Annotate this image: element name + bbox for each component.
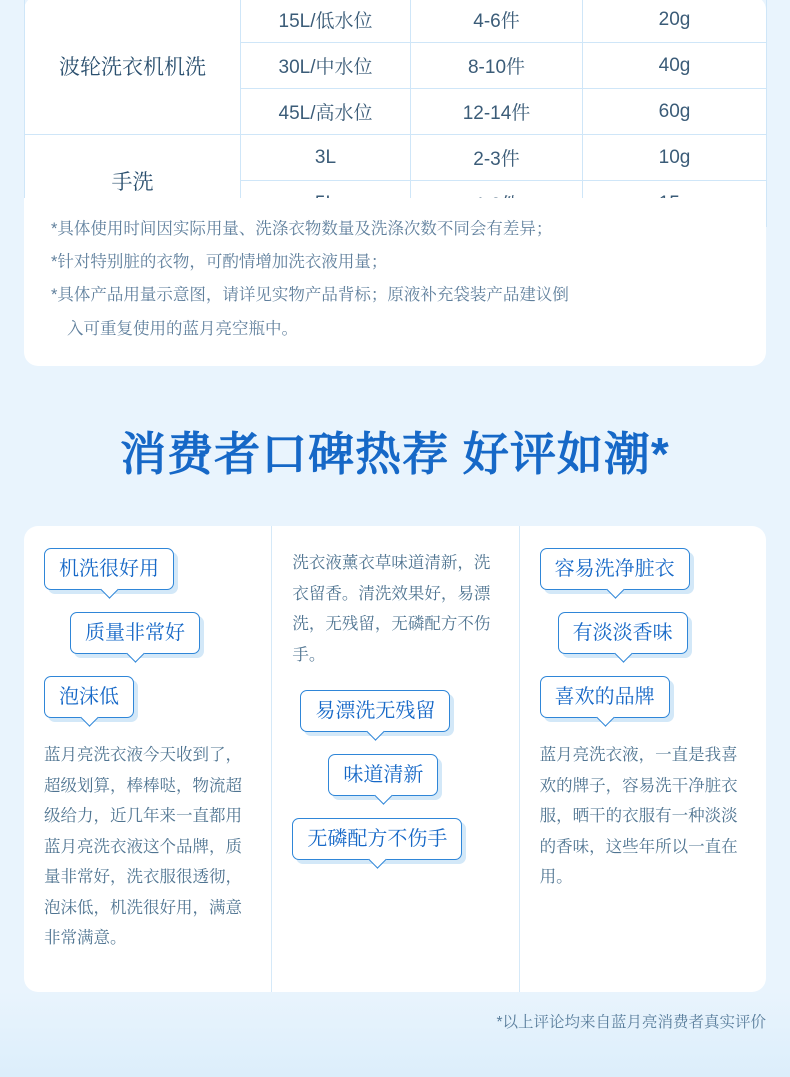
review-tag-wrap bbox=[44, 676, 251, 718]
table-row bbox=[25, 0, 767, 43]
review-text: 蓝月亮洗衣液今天收到了，超级划算，棒棒哒，物流超级给力，近几年来一直都用蓝月亮洗衣液这个品牌，质量非常好，洗衣服很透彻，泡沫低，机洗很好用，满意非常满意。 bbox=[44, 746, 242, 948]
review-tag: 易漂洗无残留 bbox=[300, 690, 450, 732]
table-cell-mode: 波轮洗衣机机洗 bbox=[25, 0, 241, 135]
review-tag-wrap bbox=[70, 612, 251, 654]
review-tag: 泡沫低 bbox=[44, 676, 134, 718]
review-tag: 容易洗净脏衣 bbox=[540, 548, 690, 590]
review-tag: 味道清新 bbox=[328, 754, 438, 796]
table-cell-clothes: 2-3件 bbox=[411, 135, 583, 181]
review-tag: 无磷配方不伤手 bbox=[292, 818, 462, 860]
review-tag: 喜欢的品牌 bbox=[540, 676, 670, 718]
note-line: *针对特别脏的衣物，可酌情增加洗衣液用量； bbox=[51, 253, 388, 272]
usage-notes bbox=[24, 198, 766, 366]
review-tag: 机洗很好用 bbox=[44, 548, 174, 590]
review-tag-wrap bbox=[540, 548, 746, 590]
usage-table-card bbox=[24, 0, 766, 227]
review-text: 蓝月亮洗衣液，一直是我喜欢的牌子，容易洗干净脏衣服，晒干的衣服有一种淡淡的香味，这些年所以一直在用。 bbox=[539, 746, 738, 887]
review-tag-wrap bbox=[300, 690, 498, 732]
table-cell-dosage: 20g bbox=[583, 0, 767, 43]
review-tag-wrap bbox=[558, 612, 746, 654]
page-title: 消费者口碑热荐 好评如潮* bbox=[120, 428, 670, 480]
review-tag-wrap bbox=[44, 548, 251, 590]
review-tag: 有淡淡香味 bbox=[558, 612, 688, 654]
table-cell-capacity: 15L/低水位 bbox=[241, 0, 411, 43]
table-cell-dosage: 10g bbox=[583, 135, 767, 181]
table-row bbox=[25, 135, 767, 181]
table-cell-clothes: 4-6件 bbox=[411, 0, 583, 43]
note-line: 入可重复使用的蓝月亮空瓶中。 bbox=[67, 319, 298, 338]
review-column-3 bbox=[519, 526, 766, 992]
table-cell-capacity: 45L/高水位 bbox=[241, 89, 411, 135]
review-column-2 bbox=[271, 526, 518, 992]
table-cell-capacity: 30L/中水位 bbox=[241, 43, 411, 89]
review-column-1 bbox=[24, 526, 271, 992]
review-tag-wrap bbox=[540, 676, 746, 718]
table-cell-dosage: 60g bbox=[583, 89, 767, 135]
review-text: 洗衣液薰衣草味道清新，洗衣留香。清洗效果好，易漂洗，无残留，无磷配方不伤手。 bbox=[292, 554, 491, 664]
reviews-footnote: *以上评论均来自蓝月亮消费者真实评价 bbox=[496, 1014, 766, 1031]
table-cell-mode: 手洗 bbox=[25, 135, 241, 227]
reviews-panel bbox=[24, 526, 766, 992]
usage-table bbox=[24, 0, 767, 227]
note-line: *具体使用时间因实际用量、洗涤衣物数量及洗涤次数不同会有差异； bbox=[51, 220, 553, 238]
table-cell-dosage: 40g bbox=[583, 43, 767, 89]
table-cell-capacity: 3L bbox=[241, 135, 411, 181]
table-cell-clothes: 12-14件 bbox=[411, 89, 583, 135]
review-tag: 质量非常好 bbox=[70, 612, 200, 654]
review-tag-wrap bbox=[328, 754, 498, 796]
review-tag-wrap bbox=[292, 818, 498, 860]
table-cell-clothes: 8-10件 bbox=[411, 43, 583, 89]
note-line: *具体产品用量示意图，请详见实物产品背标；原液补充袋装产品建议倒 bbox=[51, 286, 569, 305]
